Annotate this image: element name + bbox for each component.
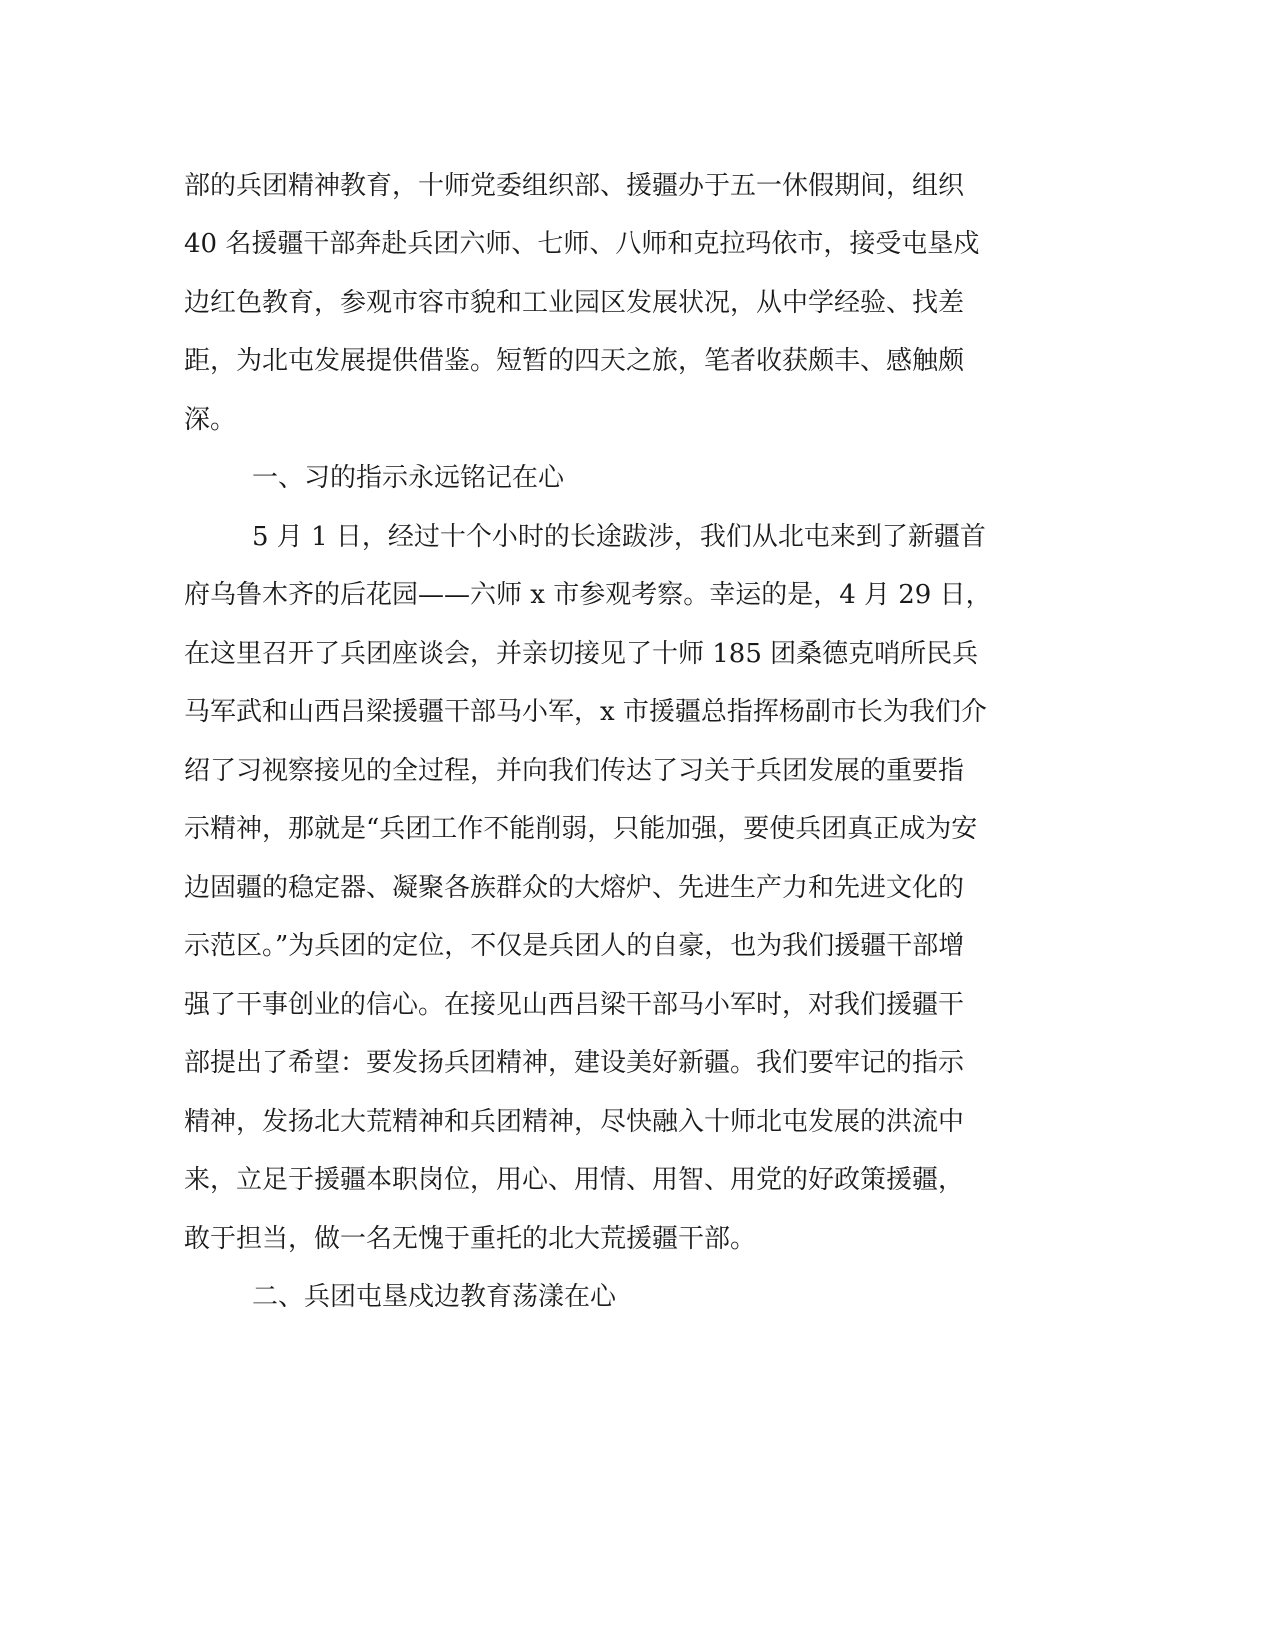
paragraph-line: 马军武和山西吕梁援疆干部马小军，x 市援疆总指挥杨副市长为我们介 [184,697,987,727]
paragraph-line: 边红色教育，参观市容市貌和工业园区发展状况，从中学经验、找差 [184,288,965,318]
paragraph-line: 40 名援疆干部奔赴兵团六师、七师、八师和克拉玛依市，接受屯垦戍 [184,229,980,259]
paragraph-line: 精神，发扬北大荒精神和兵团精神，尽快融入十师北屯发展的洪流中 [184,1107,965,1137]
paragraph-line: 强了干事创业的信心。在接见山西吕梁干部马小军时，对我们援疆干 [184,990,965,1020]
paragraph-line: 部的兵团精神教育，十师党委组织部、援疆办于五一休假期间，组织 [184,171,965,201]
paragraph-line: 来，立足于援疆本职岗位，用心、用情、用智、用党的好政策援疆， [184,1165,965,1195]
paragraph-line: 府乌鲁木齐的后花园——六师 x 市参观考察。幸运的是，4 月 29 日， [184,580,992,610]
paragraph-line: 绍了习视察接见的全过程，并向我们传达了习关于兵团发展的重要指 [184,756,965,786]
paragraph-line: 示精神，那就是“兵团工作不能削弱，只能加强，要使兵团真正成为安 [184,814,978,844]
section-heading-1: 一、习的指示永远铭记在心 [252,463,565,493]
paragraph-line: 边固疆的稳定器、凝聚各族群众的大熔炉、先进生产力和先进文化的 [184,873,965,903]
paragraph-line: 深。 [184,405,237,435]
section-heading-2: 二、兵团屯垦戍边教育荡漾在心 [252,1282,617,1312]
paragraph-line: 在这里召开了兵团座谈会，并亲切接见了十师 185 团桑德克哨所民兵 [184,639,979,669]
paragraph-line: 距，为北屯发展提供借鉴。短暂的四天之旅，笔者收获颇丰、感触颇 [184,346,965,376]
paragraph-line: 敢于担当，做一名无愧于重托的北大荒援疆干部。 [184,1224,757,1254]
paragraph-line: 5 月 1 日，经过十个小时的长途跋涉，我们从北屯来到了新疆首 [252,522,986,552]
paragraph-line: 示范区。”为兵团的定位，不仅是兵团人的自豪，也为我们援疆干部增 [184,931,965,961]
paragraph-line: 部提出了希望：要发扬兵团精神，建设美好新疆。我们要牢记的指示 [184,1048,965,1078]
